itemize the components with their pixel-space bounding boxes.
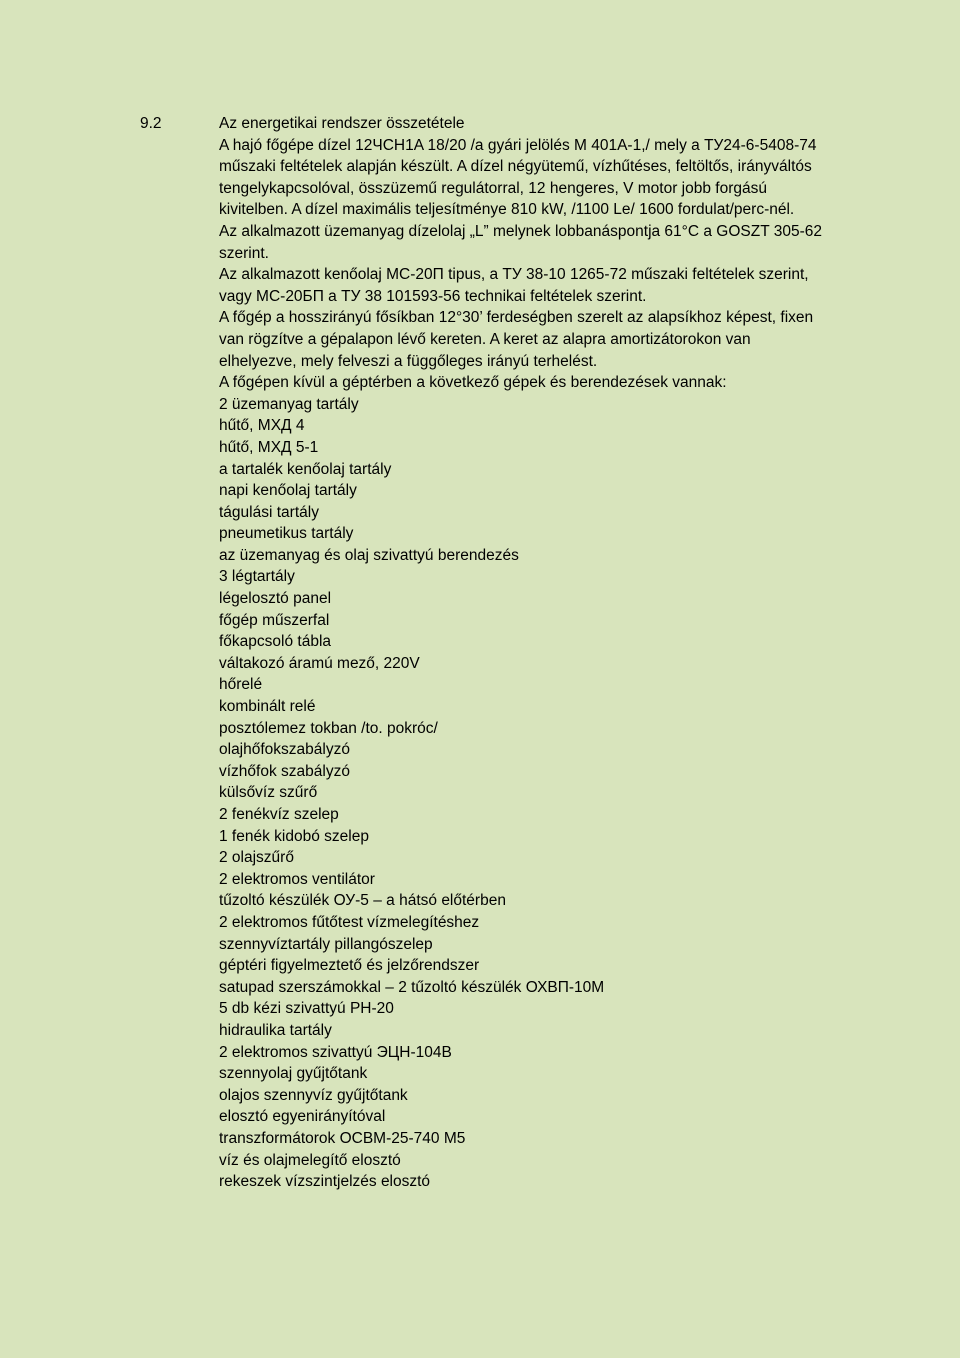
list-item: tűzoltó készülék ОУ-5 – a hátsó előtérben (219, 892, 506, 910)
paragraph-mounting: A főgép a hosszirányú fősíkban 12°30’ ferdeségben szerelt az alapsíkhoz képest, fixen van rögzítve a gépalapon lévő kereten. A keret az alapra amortizátorokon van elhelyezve, mely felveszi a függőleges irányú terhelést. (219, 309, 814, 370)
list-item: váltakozó áramú mező, 220V (219, 654, 420, 672)
list-item: főgép műszerfal (219, 611, 330, 629)
list-item: 2 olajszűrő (219, 849, 294, 867)
list-item: vízhőfok szabályzó (219, 762, 350, 780)
list-item: szennyvíztartály pillangószelep (219, 935, 433, 953)
list-item: rekeszek vízszintjelzés elosztó (219, 1173, 431, 1191)
paragraph-main-engine: A hajó főgépe dízel 12ЧСН1A 18/20 /a gyári jelölés M 401A-1,/ mely a ТУ24-6-5408-74 műszaki feltételek alapján készült. A dízel négyütemű, vízhűtéses, feltöltős, irányváltós tengelykapcsolóval, összüzemű regulátorral, 12 hengeres, V motor jobb forgású kivitelben. A dízel maximális teljesítménye 810 kW, /1100 Le/ 1600 fordulat/perc-nél. (219, 136, 817, 219)
paragraph-equipment-intro: A főgépen kívül a géptérben a következő gépek és berendezések vannak: (219, 374, 727, 392)
list-item: 2 elektromos ventilátor (219, 870, 375, 888)
list-item: satupad szerszámokkal – 2 tűzoltó készülék ОХВП-10М (219, 978, 605, 996)
list-item: 1 fenék kidobó szelep (219, 827, 369, 845)
list-item: az üzemanyag és olaj szivattyú berendezés (219, 546, 519, 564)
list-item: hidraulika tartály (219, 1021, 332, 1039)
list-item: légelosztó panel (219, 590, 332, 608)
section-number: 9.2 (140, 115, 162, 132)
section-body (219, 113, 824, 1193)
paragraph-fuel: Az alkalmazott üzemanyag dízelolaj „L” melynek lobbanáspontja 61°C a GOSZT 305-62 szerint. (219, 222, 822, 262)
list-item: 2 elektromos szivattyú ЭЦН-104B (219, 1043, 452, 1061)
list-item: 2 elektromos fűtőtest vízmelegítéshez (219, 913, 480, 931)
list-item: víz és olajmelegítő elosztó (219, 1151, 401, 1169)
list-item: olajhőfokszabályzó (219, 741, 350, 759)
list-item: 5 db kézi szivattyú РН-20 (219, 1000, 394, 1018)
list-item: hőrelé (219, 676, 263, 694)
paragraph-lubricant: Az alkalmazott kenőolaj МС-20П tipus, a ТУ 38-10 1265-72 műszaki feltételek szerint, vagy МС-20БП a ТУ 38 101593-56 technikai feltételek szerint. (219, 266, 809, 305)
list-item: 2 üzemanyag tartály (219, 395, 359, 413)
list-item: a tartalék kenőolaj tartály (219, 460, 392, 478)
list-item: szennyolaj gyűjtőtank (219, 1065, 368, 1083)
list-item: elosztó egyenirányítóval (219, 1108, 386, 1126)
list-item: főkapcsoló tábla (219, 633, 332, 651)
list-item: transzformátorok ОСВМ-25-740 M5 (219, 1129, 466, 1147)
list-item: 2 fenékvíz szelep (219, 806, 339, 823)
section-title: Az energetikai rendszer összetétele (219, 115, 465, 132)
list-item: olajos szennyvíz gyűjtőtank (219, 1086, 408, 1104)
list-item: géptéri figyelmeztető és jelzőrendszer (219, 957, 480, 975)
list-item: hűtő, МХД 4 (219, 417, 305, 435)
list-item: tágulási tartály (219, 503, 319, 521)
list-item: kombinált relé (219, 698, 316, 716)
list-item: 3 légtartály (219, 568, 295, 586)
list-item: külsővíz szűrő (219, 784, 318, 802)
equipment-list (219, 394, 824, 1193)
list-item: posztólemez tokban /to. pokróc/ (219, 719, 438, 737)
list-item: napi kenőolaj tartály (219, 482, 357, 500)
list-item: pneumetikus tartály (219, 525, 354, 543)
list-item: hűtő, МХД 5-1 (219, 438, 319, 456)
